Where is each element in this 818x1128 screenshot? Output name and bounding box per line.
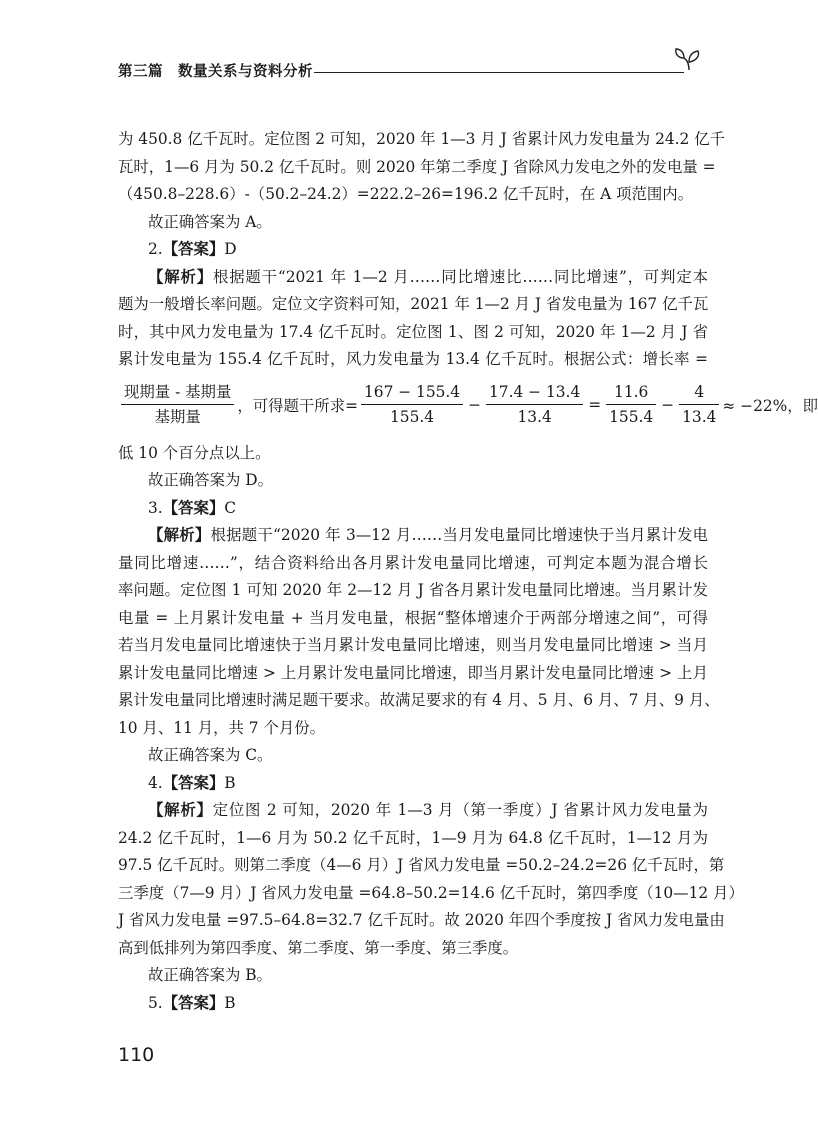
text-line: J 省风力发电量 =97.5–64.8=32.7 亿千瓦时。故 2020 年四个季度按 J 省风力发电量由 — [118, 911, 725, 929]
analysis-tag: 【解析】 — [148, 267, 213, 286]
fraction: $\frac{\text{现期量 - 基期量}}{\text{基期量}}$ — [121, 380, 234, 429]
answer-letter: D — [224, 240, 237, 258]
fraction: $\frac{167 - 155.4}{155.4}$ — [361, 380, 463, 429]
text-line: 【解析】根据题干“2021 年 1—2 月……同比增速比……同比增速”，可判定本 — [148, 267, 708, 286]
analysis-tag: 【解析】 — [148, 526, 211, 544]
answer-tag: 【答案】 — [162, 498, 225, 517]
page-number: 110 — [118, 1044, 155, 1066]
text-line: 题为一般增长率问题。定位文字资料可知，2021 年 1—2 月 J 省发电量为 167 亿千瓦 — [118, 295, 709, 313]
text-line: 电量 = 上月累计发电量 + 当月发电量，根据“整体增速介于两部分增速之间”，可得 — [118, 608, 708, 627]
conclusion-line: 故正确答案为 A。 — [148, 212, 272, 231]
answer-tag: 【答案】 — [162, 240, 225, 258]
answer-heading — [118, 495, 708, 523]
text-line: 10 月、11 月，共 7 个月份。 — [118, 718, 326, 737]
answer-tag: 【答案】 — [162, 773, 225, 792]
answer-tag: 【答案】 — [162, 993, 225, 1012]
question-number: 3. — [148, 498, 163, 517]
text-line: 累计发电量为 155.4 亿千瓦时，风力发电量为 13.4 亿千瓦时。根据公式：增长率 = — [118, 350, 708, 368]
text-line: 瓦时，1—6 月为 50.2 亿千瓦时。则 2020 年第二季度 J 省除风力发电之外的发电量 = — [118, 157, 716, 176]
sprout-icon — [672, 40, 706, 74]
conclusion-line: 故正确答案为 D。 — [148, 471, 273, 489]
answer-letter: B — [224, 773, 236, 792]
question-number: 4. — [148, 773, 163, 792]
question-number: 5. — [148, 993, 163, 1012]
text-line: 率问题。定位图 1 可知 2020 年 2—12 月 J 省各月累计发电量同比增速。当月累计发 — [118, 581, 708, 599]
text-line: 97.5 亿千瓦时。则第二季度（4—6 月）J 省风力发电量 =50.2–24.2=26 亿千瓦时，第 — [118, 856, 725, 874]
analysis-tag: 【解析】 — [148, 801, 213, 819]
text-line: 【解析】定位图 2 可知，2020 年 1—3 月（第一季度）J 省累计风力发电量为 — [148, 801, 708, 819]
text-line: 24.2 亿千瓦时，1—6 月为 50.2 亿千瓦时，1—9 月为 64.8 亿千瓦时，1—12 月为 — [118, 828, 708, 847]
text-line: 低 10 个百分点以上。 — [118, 443, 271, 462]
text-line: 三季度（7—9 月）J 省风力发电量 =64.8–50.2=14.6 亿千瓦时，第四季度（10—12 月） — [118, 883, 744, 902]
text-line: 累计发电量同比增速时满足题干要求。故满足要求的有 4 月、5 月、6 月、7 月、9 月、 — [118, 691, 720, 709]
text-line: 时，其中风力发电量为 17.4 亿千瓦时。定位图 1、图 2 可知，2020 年 1—2 月 J 省 — [118, 322, 708, 341]
answer-heading — [118, 990, 708, 1018]
text-line: 为 450.8 亿千瓦时。定位图 2 可知，2020 年 1—3 月 J 省累计风力发电量为 24.2 亿千 — [118, 130, 726, 148]
header-rule — [314, 72, 684, 73]
text-line: （450.8–228.6）-（50.2–24.2）=222.2–26=196.2 亿千瓦时，在 A 项范围内。 — [118, 185, 694, 203]
text-line: 若当月发电量同比增速快于当月累计发电量同比增速，则当月发电量同比增速 > 当月 — [118, 636, 708, 654]
conclusion-line: 故正确答案为 C。 — [148, 746, 273, 764]
running-header — [118, 60, 678, 84]
growth-rate-formula: $\frac{\text{现期量 - 基期量}}{\text{基期量}}$ ，可得题干所求= $\frac{167 - 155.4}{155.4}$ − $\frac{17.4 - 13.4}{13.4}$ = $\frac{11.6}{155.4}$ − $\frac{4}{13.4}$ ≈ −22%，即 — [118, 370, 708, 440]
section-title: 第三篇 数量关系与资料分析 — [118, 64, 313, 80]
answer-letter: B — [224, 993, 236, 1012]
answer-heading — [118, 770, 708, 798]
fraction: $\frac{17.4 - 13.4}{13.4}$ — [486, 380, 583, 429]
text-line: 【解析】根据题干“2020 年 3—12 月……当月发电量同比增速快于当月累计发电 — [148, 526, 708, 544]
conclusion-line: 故正确答案为 B。 — [148, 966, 272, 984]
answer-letter: C — [224, 498, 237, 517]
text-line: 高到低排列为第四季度、第二季度、第一季度、第三季度。 — [118, 938, 519, 957]
fraction: $\frac{11.6}{155.4}$ — [606, 380, 656, 429]
fraction: $\frac{4}{13.4}$ — [679, 380, 719, 429]
text-line: 量同比增速……”，结合资料给出各月累计发电量同比增速，可判定本题为混合增长 — [118, 553, 708, 572]
document-body — [118, 126, 818, 1017]
question-number: 2. — [148, 240, 163, 258]
answer-heading — [118, 236, 708, 264]
text-line: 累计发电量同比增速 > 上月累计发电量同比增速，即当月累计发电量同比增速 > 上月 — [118, 663, 708, 682]
